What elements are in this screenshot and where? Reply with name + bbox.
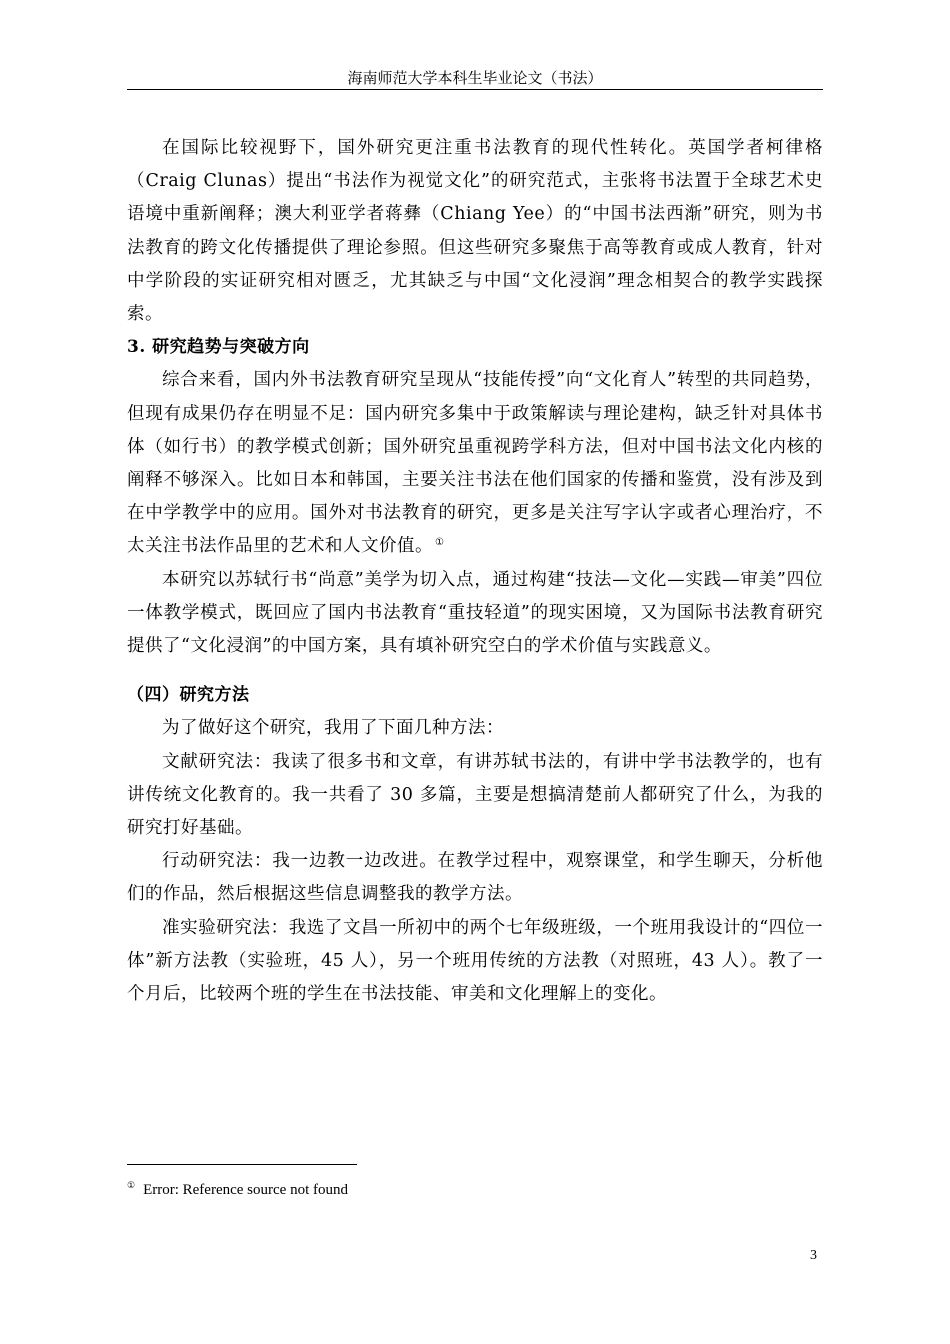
paragraph-literature-method: 文献研究法：我读了很多书和文章，有讲苏轼书法的，有讲中学书法教学的，也有讲传统文化教育的。我一共看了 30 多篇，主要是想搞清楚前人都研究了什么，为我的研究打好基础。 <box>127 751 823 839</box>
paragraph-summary-text: 综合来看，国内外书法教育研究呈现从“技能传授”向“文化育人”转型的共同趋势，但现有成果仍存在明显不足：国内研究多集中于政策解读与理论建构，缺乏针对具体书体（如行书）的教学模式创新；国外研究虽重视跨学科方法，但对中国书法文化内核的阐释不够深入。比如日本和韩国，主要关注书法在他们国家的传播和鉴赏，没有涉及到在中学教学中的应用。国外对书法教育的研究，更多是关注写字认字或者心理治疗，不太关注书法作品里的艺术和人文价值。 <box>127 370 823 557</box>
footnote-reference-mark[interactable]: ① <box>435 536 445 548</box>
page-number: 3 <box>810 1248 817 1263</box>
footnote-mark: ① <box>127 1180 136 1190</box>
footnote-separator <box>127 1164 357 1165</box>
paragraph-methods-intro: 为了做好这个研究，我用了下面几种方法： <box>162 718 504 739</box>
paragraph-research-value: 本研究以苏轼行书“尚意”美学为切入点，通过构建“技法—文化—实践—审美”四位一体教学模式，既回应了国内书法教育“重技轻道”的现实困境，又为国际书法教育研究提供了“文化浸润”的中国方案，具有填补研究空白的学术价值与实践意义。 <box>127 569 823 657</box>
section-heading-trends: 3. 研究趋势与突破方向 <box>127 337 310 358</box>
paragraph-international-comparison: 在国际比较视野下，国外研究更注重书法教育的现代性转化。英国学者柯律格（Craig Clunas）提出“书法作为视觉文化”的研究范式，主张将书法置于全球艺术史语境中重新阐释；澳大利亚学者蒋彝（Chiang Yee）的“中国书法西渐”研究，则为书法教育的跨文化传播提供了理论参照。但这些研究多聚焦于高等教育或成人教育，针对中学阶段的实证研究相对匮乏，尤其缺乏与中国“文化浸润”理念相契合的教学实践探索。 <box>127 138 823 325</box>
paragraph-summary <box>127 364 823 563</box>
body-text <box>127 132 823 1011</box>
section-heading-methods: （四）研究方法 <box>127 685 250 706</box>
paragraph-action-method: 行动研究法：我一边教一边改进。在教学过程中，观察课堂，和学生聊天，分析他们的作品，然后根据这些信息调整我的教学方法。 <box>127 851 823 905</box>
header-rule <box>127 89 823 90</box>
section-gap <box>127 663 823 679</box>
footnote <box>127 1175 348 1200</box>
paragraph-experiment-method: 准实验研究法：我选了文昌一所初中的两个七年级班级，一个班用我设计的“四位一体”新方法教（实验班，45 人），另一个班用传统的方法教（对照班，43 人）。教了一个月后，比较两个班的学生在书法技能、审美和文化理解上的变化。 <box>127 917 823 1005</box>
running-header: 海南师范大学本科生毕业论文（书法） <box>347 69 603 87</box>
footnote-text: Error: Reference source not found <box>143 1182 348 1198</box>
